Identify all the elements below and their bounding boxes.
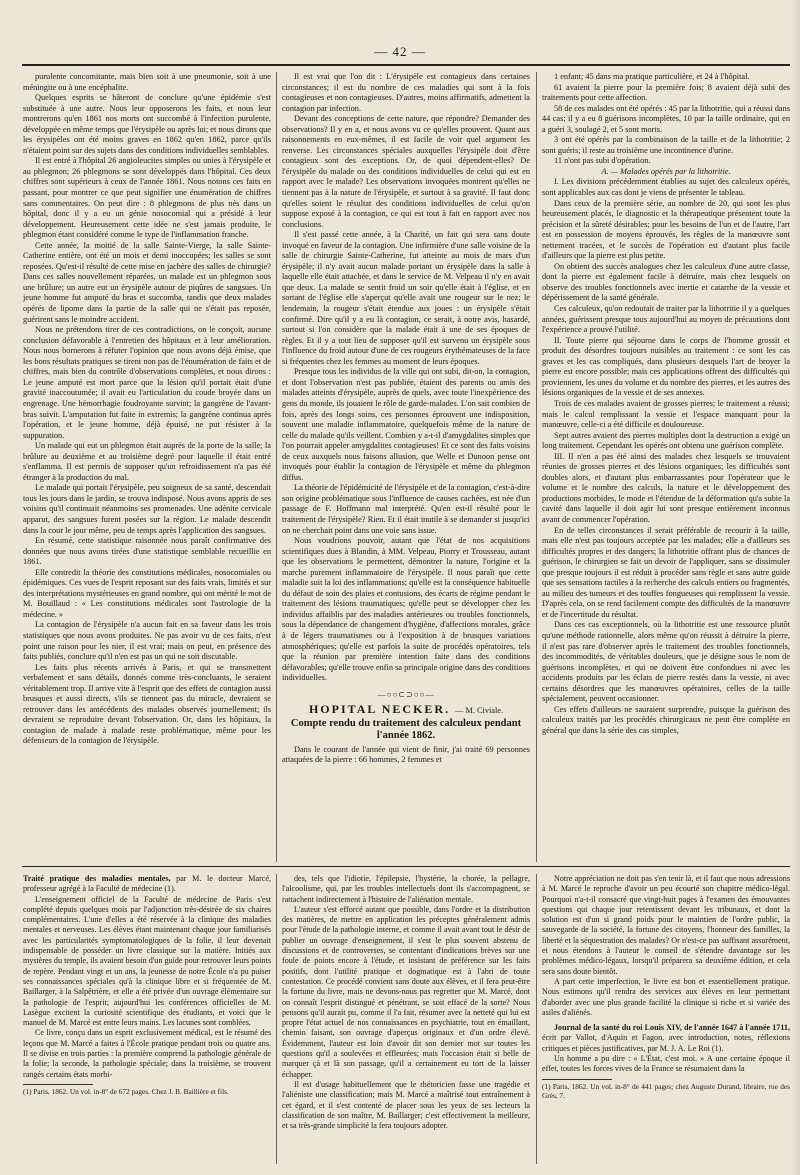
column-3 [542,72,790,862]
paragraph: 11 n'ont pas subi d'opération. [554,156,651,166]
paragraph: Ces calculeux, qu'on redoutait de traiter par la lithotritie il y a quelques années, guérissent presque tous aujourd'hui au moyen de précautions dont l'expérience a prouvé l'utilité. [542,304,790,335]
section-heading: A. — Malades opérés par la lithotritie. [601,166,731,176]
review-column-2 [282,874,530,1164]
column-2 [282,72,530,862]
paragraph: III. Il n'en a pas été ainsi des malades chez lesquels se trouvaient réunies de grosses pierres et des lésions organiques; les difficultés sont doubles alors, et d'autant plus embarrassantes pour l'opérateur que le volume et le nombre des calculs, la nature et le développement des productions morbides, le mode et l'étendue de la déformation qu'a subie la cavité dans laquelle il doit agir lui sont presque entièrement inconnus avant de commencer l'opération. [542,451,790,524]
column-divider [276,874,277,1164]
paragraph: 1 enfant; 45 dans ma pratique particulière, et 24 à l'hôpital. [554,72,750,81]
paragraph: Le malade qui portait l'érysipèle, peu soigneux de sa santé, descendait tous les jours dans le jardin, se trouva indisposé. Nous avons appris de ses voisins qu'il continuait néanmoins ses promenades. Une adénite cervicale apparut, des sangsues furent posées sur la région. Le malade descendit dans la cour le jour même, peu de temps après l'application des sangsues. [23,483,271,535]
paragraph: En de telles circonstances il serait préférable de recourir à la taille, mais elle n'est pas toujours acceptée par les malades; elle a d'ailleurs ses difficultés propres et des dangers; la lithotritie offrant plus de chances de guérison, le chirurgien se fait un devoir de l'appliquer, sans se dissimuler que presque toujours il est réduit à procéder sans règle et sans autre guide que ses sensations tactiles à la recherche des calculs entiers ou fragmentés, au milieu des tumeurs et des touffes fongueuses qui remplissent la vessie. D'après cela, on se rend facilement compte des difficultés de la manœuvre et de l'incertitude du résultat. [542,525,790,619]
paragraph: On obtient des succès analogues chez les calculeux d'une autre classe, dont la pierre est également facile à détruire, mais chez lesquels on observe des troubles fonctionnels avec inertie et catarrhe de la vessie et dépérissement de la santé générale. [542,261,790,303]
hospital-name: HOPITAL NECKER. [308,702,451,717]
footnote: (1) Paris, 1862. Un vol. in-8° de 672 pages. Chez J. B. Baillière et fils. [23,1086,229,1096]
page-edge-shadow [790,0,800,1175]
paragraph: Ce livre, conçu dans un esprit exclusivement médical, est le résumé des leçons que M. Marcé a faites à l'École pratique pendant trois ou quatre ans. Il se divise en trois parties : la première comprend la pathologie générale de la folie; la seconde, la pathologie spéciale; dans la troisième, se trouvent rangés certains états morbi- [23,1028,271,1079]
footnote-rule [542,1079,612,1080]
review-author: par M. le docteur Marcé, professeur agrégé à la Faculté de médecine (1). [23,874,271,894]
paragraph: Devant des conceptions de cette nature, que répondre? Demander des observations? Il y en a, et nous avons vu ce qu'elles prouvent. Quant aux raisonnements en eux-mêmes, il est facile de voir quel argument les renverse. Les circonstances spéciales auxquelles l'érysipèle doit d'être contagieux sont des exceptions. Or, de quoi dépendent-elles? De l'érysipèle du malade ou des conditions individuelles de celui qui est en rapport avec le malade? Les observations invoquées montrent qu'elles ne tiennent pas à la nature de l'érysipèle, et surtout à sa gravité. Il faut donc qu'elles soient le résultat des conditions individuelles de celui qu'on suppose exposé à la contagion, ce qui est tout à fait en rapport avec nos conclusions. [282,114,530,229]
paragraph: Trois de ces malades avaient de grosses pierres; le traitement a réussi; mais le calcul remplissant la vessie et l'espace manquant pour la manœuvre, celle-ci a été difficile et douloureuse. [542,398,790,430]
section-ornament: —○○⊂⊃○○— [377,689,435,699]
hospital-author: — M. Civiale. [455,706,504,716]
paragraph: Sept autres avaient des pierres multiples dont la destruction a exigé un long traitement. Cependant les opérés ont obtenu une guérison complète. [542,430,790,451]
paragraph: 3 ont été opérés par la combinaison de la taille et de la lithotritie; 2 sont guéris; il reste au troisième une incontinence d'urine. [542,135,790,155]
review-column-3 [542,874,790,1164]
review-heading [542,1023,790,1054]
paragraph: Dans le courant de l'année qui vient de finir, j'ai traité 69 personnes attaquées de la pierre : 66 hommes, 2 femmes et [282,744,530,765]
paragraph: purulente concomitante, mais bien soit à une pneumonie, soit à une méningite ou à une encéphalite. [23,72,271,92]
paragraph: La contagion de l'érysipèle n'a aucun fait en sa faveur dans les trois statistiques que nous avons produites. Ne pas avoir vu de ces faits, n'est point une raison pour les nier, il est vrai; mais on peut, en présence des faits publiés, conclure qu'il n'en est pas un qui ne soit discutable. [23,620,271,662]
paragraph: II. Toute pierre qui séjourne dans le corps de l'homme grossit et produit des désordres toujours nuisibles au traitement : ce sont les cas graves et les cas compliqués, dans plusieurs desquels l'art de broyer la pierre est encore possible; mais ces applications offrent des difficultés qui proviennent, les unes du volume et du nombre des pierres, et les autres des lésions organiques de la vessie et de ses annexes. [542,335,790,398]
paragraph: Dans ceux de la première série, au nombre de 20, qui sont les plus heureusement placés, le diagnostic et la thérapeutique présentent toute la précision et la sûreté désirables; pour les besoins de l'un et de l'autre, l'art est en possession de moyens éprouvés, les règles de la manœuvre sont nettement tracées, et le succès de l'opération est d'autant plus facile d'ailleurs que la pierre est plus petite. [542,198,790,261]
review-column-1 [23,874,271,1164]
page-number: — 42 — [374,44,426,59]
paragraph: I. Les divisions précédemment établies au sujet des calculeux opérés, sont applicables aux cas dont je viens de présenter le tableau. [542,177,790,198]
top-rule [22,64,790,66]
paragraph: Il est d'usage habituellement que le rhétoricien fasse une tragédie et l'aliéniste une classification; mais M. Marcé a maîtrisé tout entraînement à cet égard, et il s'est contenté de placer sous les yeux de ses lecteurs la classification de son maître, M. Baillarger; c'est effectivement la meilleure, et sa très-grande simplicité la fera toujours adopter. [282,1079,530,1131]
paragraph: Nous ne prétendons tirer de ces contradictions, on le conçoit, aucune conclusion défavorable à l'entretien des hôpitaux et à leur amélioration. Nous nous bornerons à réfuter l'opinion que nous avons déjà émise, que les bons résultats pratiques se tirent non pas de l'énumération de faits et de chiffres, mais bien du contrôle d'observations complètes, et nous dirons : Le jeune amputé est mort parce que la lésion qu'il portait était d'une gravité inaccoutumée; il avait eu l'articulation du coude broyée dans un engrenage. Une hémorrhagie foudroyante survint; la gangrène de l'avant-bras suivit. L'amputation fut faite in extremis; la gangrène continua après l'opération, et le jeune homme, déjà épuisé, ne put résister à la suppuration. [23,325,271,440]
paragraph: Notre appréciation ne doit pas s'en tenir là, et il faut que nous adressions à M. Marcé le reproche d'avoir un peu écourté son chapitre médico-légal. Pourquoi n'a-t-il consacré que vingt-huit pages à l'examen des émouvantes questions qui chaque jour retentissent devant les tribunaux, et dont la solution est d'un si grand poids pour le maintien de l'ordre public, la sauvegarde de la société, la fortune des citoyens, l'honneur des familles, la liberté et la séquestration des malades? Or n'est-ce pas suffisant assurément, et nous étendons à l'auteur le conseil de s'étendre davantage sur les problèmes médico-légaux, lorsqu'il préparera sa deuxième édition, et cela sera sans doute bientôt. [542,874,790,976]
section-rule [22,866,790,867]
report-title: Compte rendu du traitement des calculeux pendant l'année 1862. [290,717,522,741]
paragraph: Un homme a pu dire : « L'État, c'est moi. » A une certaine époque il effet, toutes les forces vives de la France se résumaient dans la [542,1054,790,1074]
paragraph: L'auteur s'est efforcé autant que possible, dans l'ordre et la distribution des matières, de mettre en application les préceptes généralement admis pour l'étude de la pathologie interne, et comme il avait avant tout le désir de publier un ouvrage d'enseignement, il s'est le plus souvent abstenu de discussions et de controverses, se contentant d'indications brèves sur une foule de points encore à l'étude, et insistant de préférence sur les faits positifs, dont l'utilité pratique et dogmatique est à l'abri de toute contestation. Ce procédé convient sans doute aux élèves, et il fera peut-être la fortune du livre, mais ne devons-nous pas regretter que M. Marcé, dont on connaît l'esprit distingué et pénétrant, se soit effacé de la sorte? Nous pensons qu'il aurait pu, comme il l'a fait, résumer avec la netteté qui lui est propre l'état actuel de nos connaissances en psychiatrie, tout en émaillant, chemin faisant, son ouvrage d'aperçus originaux et d'un ordre élevé. Évidemment, l'auteur est loin d'avoir dit son dernier mot sur toutes les questions qu'il a soulevées et effleurées; mais l'occasion était si belle de marquer çà et là son passage, qu'il a certainement eu tort de la laisser échapper. [282,904,530,1079]
column-1 [23,72,271,862]
paragraph: Nous voudrions pouvoir, autant que l'état de nos acquisitions scientifiques dues à Blandin, à MM. Velpeau, Piorry et Trousseau, autant que les observations le permettent, démontrer la nature, l'origine et la marche purement inflammatoire de l'érysipèle. Il nous paraît que cette maladie suit la loi des inflammations; qu'elle est la conséquence habituelle du défaut de soin des plaies et contusions, des écarts de régime pendant le traitement des lésions traumatiques; qu'elle peut se développer chez les individus affaiblis par des maladies antérieures ou troubles fonctionnels, sous la dépendance de changement d'hygiène, d'affections morales, grâce à de légers traumatismes ou à l'exposition à de brusques variations atmosphériques; qu'elle est parfois la suite de procédés opératoires, tels que la réunion par première intention faite dans des conditions défavorables; qu'elle trouve enfin sa principale origine dans des conditions individuelles. [282,536,530,683]
paragraph: 61 avaient la pierre pour la première fois; 8 avaient déjà subi des traitements pour cette affection. [542,82,790,103]
paragraph: 58 de ces malades ont été opérés : 45 par la lithotritie, qui a réussi dans 44 cas; il y a eu 8 guérisons incomplètes, 10 par la taille ordinaire, qui en a guéri 3, soulagé 2, et 5 sont morts. [542,103,790,134]
column-divider [536,874,537,1164]
paragraph: Elle contredit la théorie des constitutions médicales, nosocomiales ou épidémiques. Ces vues de l'esprit reposant sur des faits vrais, limités et sur des interprétations mystérieuses en grand nombre, qui ont mérité le mot de M. Bouillaud : « Les constitutions médicales sont l'astrologie de la médecine. » [23,567,271,619]
paragraph: En résumé, cette statistique raisonnée nous paraît confirmative des données que nous avons tirées d'une statistique semblable recueillie en 1861. [23,536,271,567]
paragraph: Il est vrai que l'on dit : L'érysipèle est contagieux dans certaines circonstances; il est du nombre de ces maladies qui sont à la fois contagieuses et non contagieuses. D'autres, moins affirmatifs, admettent la contagion par infection. [282,72,530,113]
paragraph: Un malade qui eut un phlegmon était auprès de la porte de la salle; la brûlure au deuxième et au troisième degré pour laquelle il était entré s'enflamma. Il est permis de supposer qu'un refroidissement n'a pas été étranger à la production du mal. [23,441,271,482]
paragraph: Les faits plus récents arrivés à Paris, et qui se transmettent verbalement et sans détails, donnés comme très-concluants, le seraient véritablement trop. Il arrive vite à l'esprit que des effets de contagion aussi brusques et aussi directs, s'ils se tiennent pas du miracle, devraient se retrouver dans les antécédents des malades observés journellement; ils devraient se reproduire devant l'observation. Or, dans les hôpitaux, la contagion de malade à malade reste problématique, même pour les défenseurs de la contagion de l'érysipèle. [23,662,271,746]
paragraph: Dans ces cas exceptionnels, où la lithotritie est une ressource plutôt qu'une méthode rationnelle, alors même qu'on réussit à détruire la pierre, il n'est pas rare d'observer après le traitement des troubles fonctionnels, des incommodités, de véritables douleurs, que je désigne sous le nom de guérisons incomplètes, et qui ne doivent être confondues ni avec les accidents produits par les éclats de pierre restés dans la vessie, ni avec certains désordres que les manœuvres opératoires, celles de la taille spécialement, peuvent occasionner. [542,620,790,704]
review-author: écrit par Vallot, d'Aquin et Fagon, avec introduction, notes, réflexions critiques et pièces justificatives, par M. J. A. Le Roi (1). [542,1033,790,1053]
column-divider [276,72,277,862]
paragraph: L'enseignement officiel de la Faculté de médecine de Paris s'est complété depuis quelques mois par l'adjonction très-désirée de six chaires complémentaires. L'une d'elles a été réservée à la clinique des maladies mentales et nerveuses. Les élèves étant maintenant chaque jour familiarisés avec les particularités symptomatologiques de la folie, il leur devenait indispensable de posséder un livre classique sur la matière. Initiés aux mystères du temple, ils avaient besoin d'un guide pour retrouver leurs points de repère. Pendant vingt et un ans, la jeunesse de notre École n'a pu puiser ses connaissances spéciales qu'à la clinique libre et si fréquentée de M. Baillarger, à la Salpêtrière, et elle a été privée d'un ouvrage élémentaire sur la pathologie de l'esprit; aujourd'hui les conférences officielles de M. Lasègue excitent la curiosité scientifique des étudiants, et voici que le manuel de M. Marcé est entre leurs mains. Les lacunes sont comblées. [23,894,271,1028]
paragraph: Presque tous les individus de la ville qui ont subi, dit-on, la contagion, et dont l'observation n'est pas publiée, étaient des parents ou amis des malades atteints d'érysipèle, auprès de quels, avec toute l'inexpérience des gens du monde, ils jouaient le rôle de garde-malades. L'on sait combien de fois, après des longs soins, ces personnes éprouvent une indisposition, souvent une maladie inflammatoire, quelquefois même de la nature de celle du malade qu'ils veillent. Combien y a-t-il d'amygdalites simples que l'on pourrait appeler amygdalites contagieuses! Et ce sont des faits voisins de ceux auxquels nous faisons allusion, que Welle et Dunoon pense ont invoqués pour établir la contagion de l'érysipèle et même du phlegmon diffus. [282,367,530,482]
hospital-heading [282,704,530,717]
footnote-rule [23,1084,93,1085]
paragraph: des, tels que l'idiotie, l'épilepsie, l'hystérie, la chorée, la pellagre, l'alcoolisme, qui, par les troubles intellectuels dont ils s'accompagnent, se rattachent indirectement à l'histoire de l'aliénation mentale. [282,874,530,904]
review-title: Journal de la santé du roi Louis XIV, de l'année 1647 à l'année 1711, [554,1023,790,1033]
paragraph: Quelques esprits se hâteront de conclure qu'une épidémie s'est substituée à une autre. Nous leur opposerons les faits, et nous leur montrerons qu'en 1861 nos morts ont succombé à l'infection purulente, développée en même temps que l'érysipèle ou après lui; et nous dirons que les érysipèles ont été moins graves en 1862 qu'en 1862, parce qu'ils n'étaient point sur des sujets dans des conditions individuelles semblables. [23,93,271,155]
review-title: Traité pratique des maladies mentales, [23,874,171,883]
review-heading [23,874,271,895]
paragraph: Il s'est passé cette année, à la Charité, un fait qui sera sans doute invoqué en faveur de la contagion. Une infirmière d'une salle voisine de la salle de chirurgie Sainte-Catherine, fut atteinte au mois de mars d'un érysipèle; il n'y avait aucun malade portant un érysipèle dans la salle à laquelle elle était attachée, et dans le service de M. Velpeau il n'y en avait que deux. La malade se sentit froid un soir qu'elle était à l'église, et en sortant de l'église elle s'aperçut qu'elle avait une rougeur sur le nez; le lendemain, la rougeur s'était étendue aux joues : un érysipèle s'était confirmé. Dire qu'il y a eu là contagion, ce serait, à notre avis, hasardé, surtout si l'on considère que la malade était à une de ses époques de règles. Et il y a tout lieu de supposer qu'il est survenu un érysipèle sous l'influence du froid autour d'une de ces rougeurs érythémateuses de la face si fréquentes chez les femmes au moment de leurs époques. [282,230,530,366]
column-divider [536,72,537,862]
paragraph: Ces effets d'ailleurs ne sauraient surprendre, puisque la guérison des calculeux traités par les procédés chirurgicaux ne peut être complète en général que dans la série des cas simples, [542,704,790,735]
footnote: (1) Paris, 1862. Un vol. in-8° de 441 pages; chez Auguste Durand, libraire, rue des Grès, 7. [542,1081,790,1100]
paragraph: A part cette imperfection, le livre est bon et essentiellement pratique. Nous estimons qu'il rendra des services aux élèves en leur permettant d'aborder avec une plus grande facilité la clinique si riche et si variée des asiles d'aliénés. [542,976,790,1017]
paragraph: Cette année, la moitié de la salle Sainte-Vierge, la salle Sainte-Catherine entière, ont été un mois et demi inoccupées; les salles se sont reposées. Qu'est-il résulté de cette mise en jachère des salles de chirurgie? Dans ces salles nouvellement réparées, un malade est un phlegmon sous une brûlure; un autre eut un érysipèle autour de piqûres de sangsues. Un jeune homme fut amputé du bras et succomba, tandis que deux malades opérés de lipome dans la partie de la salle qui ne s'était pas reposée, guérirent sans le moindre accident. [23,240,271,324]
paragraph: Il est entré à l'hôpital 26 angioleucites simples ou unies à l'érysipèle et au phlegmon; 26 phlegmons se sont développés dans l'hôpital. Ces deux chiffres sont supérieurs à ceux de l'année 1861. Nous notons ces faits en passant, pour montrer ce que peut signifier une énumération de chiffres sans commentaires. On peut dire : 8 phlegmons de plus nés dans un hôpital, donc il y a eu un génie nosocomial qui a présidé à leur développement. Heureusement cette idée ne s'est jamais produite, le phlegmon étant considéré comme le type de l'inflammation franche. [23,156,271,240]
paragraph: La théorie de l'épidémicité de l'érysipèle et de la contagion, c'est-à-dire son origine problématique sous l'influence de causes cachées, est née d'un passage de F. Hoffmann mal interprété. Qu'en est-il résulté pour le traitement de l'érysipèle? Rien. Et il était inutile à se demander si jusqu'ici on ne cherchait point dans une voie sans issue. [282,483,530,535]
